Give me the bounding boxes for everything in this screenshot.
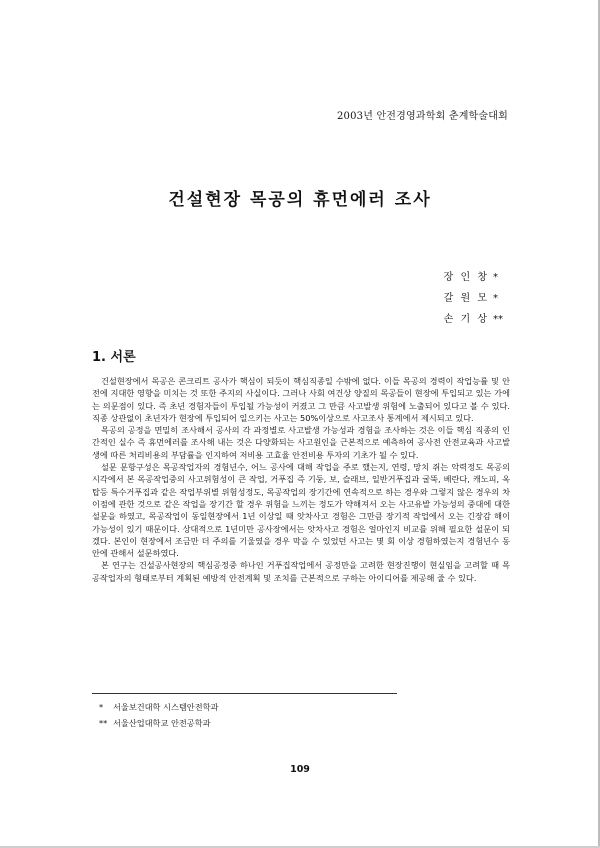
footnote-text: 서울산업대학교 안전공학과 <box>113 718 211 728</box>
footnotes <box>99 699 218 731</box>
paragraph-2: 목공의 공정을 면밀히 조사해서 공사의 각 과정별로 사고발생 가능성과 경험을 조사하는 것은 이들 핵심 직종의 인간적인 실수 즉 휴먼에러를 조사해 내는 것은 다양화되는 사고원인을 근본적으로 예측하여 공사전 안전교육과 사고발생에 따른 처리비용의 부담률을 인지하여 저비용 고효율 안전비용 투자의 기초가 될 수 있다. <box>92 425 510 460</box>
author-list <box>444 267 515 330</box>
author-affiliation-mark: ** <box>493 314 503 325</box>
paragraph-1: 건설현장에서 목공은 콘크리트 공사가 핵심이 되듯이 핵심직종일 수밖에 없다. 이들 목공의 경력이 작업능률 및 안전에 지대한 영향을 미치는 것 또한 주지의 사실이다. 그러나 사회 여건상 양질의 목공들이 현장에 투입되고 있는 가에는 의문점이 있다. 즉 초년 경험자들이 투입될 가능성이 커졌고 그 만큼 사고발생 위험에 노출되어 있다고 볼 수 있다. 직종 상관없이 초년자가 현장에 투입되어 일으키는 사고는 50%이상으로 사고조사 통계에서 제시되고 있다. <box>92 376 510 423</box>
paragraph-4: 본 연구는 건설공사현장의 핵심공정중 하나인 거푸집작업에서 공정만을 고려한 현장진행이 현실임을 고려할 때 목공작업자의 형태로부터 계획된 예방적 안전계획 및 조치를 근본적으로 구하는 아이디어를 제공해 줄 수 있다. <box>92 560 510 583</box>
author-affiliation-mark: * <box>493 272 498 283</box>
author-1 <box>444 267 515 288</box>
author-name: 갈 원 모 <box>443 293 489 304</box>
page-number: 109 <box>290 764 310 775</box>
footnote-mark: * <box>99 702 104 712</box>
section-heading: 1. 서론 <box>92 350 136 365</box>
paper-title: 건설현장 목공의 휴먼에러 조사 <box>168 190 432 210</box>
footnote-text: 서울보건대학 시스템안전학과 <box>113 702 219 712</box>
paragraph-3: 설문 문항구성은 목공작업자의 경험년수, 어느 공사에 대해 작업을 주로 했는지, 연령, 망치 쥐는 악력정도 목공의 시각에서 본 목공작업중의 사고위험성이 큰 작업, 거푸집 즉 기둥, 보, 슬래브, 일반거푸집과 굴뚝, 베란다, 캐노피, 옥탑등 특수거푸집과 같은 작업부위별 위험성정도, 목공작업의 장기간에 연속적으로 하는 경우와 그렇지 않은 경우의 차이점에 관한 것으로 같은 작업을 장기간 할 경우 위험을 느끼는 정도가 약해져서 오는 사고유발 가능성의 중대에 대한 설문을 하였고, 목공작업이 동일현장에서 1년 이상일 때 앗차사고 경험은 그만큼 장기적 작업에서 오는 긴장감 해이 가능성이 있기 때문이다. 상대적으로 1년미만 공사장에서는 앗차사고 경험은 얼마인지 비교를 위해 필요한 설문이 되겠다. 본인이 현장에서 조금만 더 주의를 기울였을 경우 막을 수 있었던 사고는 몇 회 이상 경험하였는지 경험년수 동안에 관해서 설문하였다. <box>92 462 510 559</box>
running-header: 2003년 안전경영과학회 춘계학술대회 <box>336 111 508 122</box>
footnote-1 <box>99 699 218 715</box>
body-text <box>92 375 510 584</box>
author-name: 장 인 창 <box>443 272 489 283</box>
author-3 <box>444 309 515 330</box>
author-name: 손 기 상 <box>443 314 489 325</box>
author-2 <box>444 288 515 309</box>
footnote-2 <box>99 715 218 731</box>
author-affiliation-mark: * <box>493 293 498 304</box>
footnote-divider <box>92 693 397 694</box>
footnote-mark: ** <box>99 718 108 728</box>
